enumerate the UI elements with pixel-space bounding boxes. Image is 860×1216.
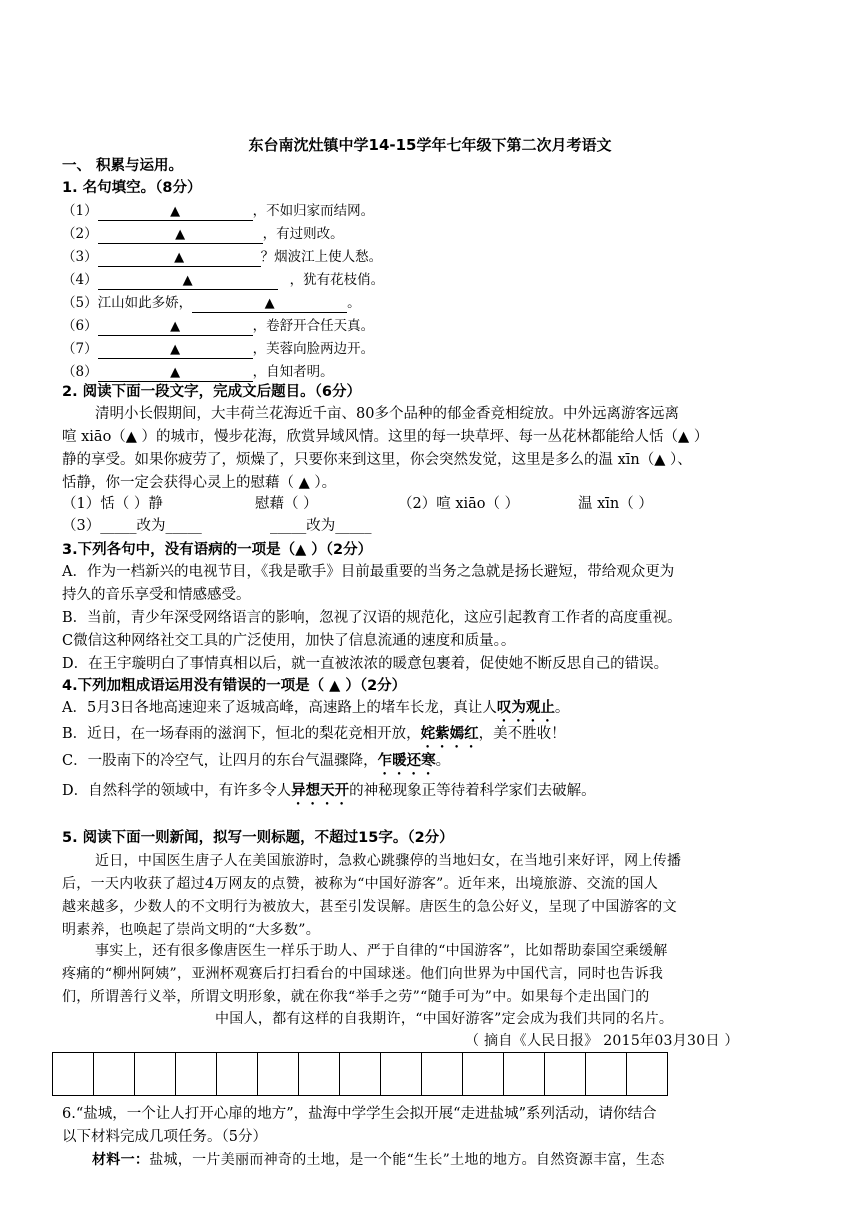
q4-option-c: C．一股南下的冷空气，让四月的东台气温骤降，乍暖还寒。 bbox=[62, 752, 451, 769]
q5-news-line: 们，所谓善行义举，所谓文明形象，就在你我“举手之劳”“随手可为”中。如果每个走出国门的 bbox=[62, 989, 650, 1005]
q4-option-d: D．自然科学的领域中，有许多令人异想天开的神秘现象正等待着科学家们去破解。 bbox=[62, 782, 596, 799]
q3-heading: 3.下列各句中，没有语病的一项是（▲ ）（2分） bbox=[62, 542, 373, 558]
answer-cell[interactable] bbox=[298, 1052, 340, 1096]
q1-item: （4） ▲ ，犹有花枝俏。 bbox=[62, 272, 385, 288]
q2-sub2a: （3）_____改为_____ bbox=[62, 518, 202, 534]
fill-blank[interactable] bbox=[192, 295, 347, 313]
fill-blank[interactable] bbox=[98, 272, 278, 290]
answer-cell[interactable] bbox=[52, 1052, 94, 1096]
answer-cell[interactable] bbox=[462, 1052, 504, 1096]
triangle-icon: ▲ bbox=[264, 296, 275, 311]
q3-option-a-cont: 持久的音乐享受和情感感受。 bbox=[62, 587, 251, 603]
q5-news-line: 后，一天内收获了超过4万网友的点赞，被称为“中国好游客”。近年来，出境旅游、交流的国人 bbox=[62, 876, 659, 892]
answer-cell[interactable] bbox=[134, 1052, 176, 1096]
q4-idiom: 乍暖还寒 bbox=[377, 752, 436, 769]
answer-cell[interactable] bbox=[257, 1052, 299, 1096]
triangle-icon: ▲ bbox=[174, 250, 185, 265]
answer-grid[interactable] bbox=[53, 1052, 668, 1096]
q1-item: （3） ▲ ？烟波江上使人愁。 bbox=[62, 249, 383, 265]
answer-cell[interactable] bbox=[626, 1052, 668, 1096]
answer-cell[interactable] bbox=[380, 1052, 422, 1096]
triangle-icon: ▲ bbox=[182, 273, 193, 288]
q2-passage-line: 喧 xiāo（▲ ）的城市，慢步花海，欣赏异域风情。这里的每一块草坪、每一丛花林都能给人恬（▲ ） bbox=[62, 429, 709, 445]
q4-heading: 4.下列加粗成语运用没有错误的一项是（ ▲ ）（2分） bbox=[62, 678, 407, 694]
section-heading: 一、 积累与运用。 bbox=[62, 158, 184, 174]
q5-source: （ 摘自《人民日报》 2015年03月30日 ） bbox=[465, 1033, 739, 1049]
triangle-icon: ▲ bbox=[170, 204, 181, 219]
q1-item: （5）江山如此多娇， ▲ 。 bbox=[62, 295, 361, 311]
fill-blank[interactable] bbox=[98, 318, 253, 336]
q2-sub1d: 温 xīn（ ） bbox=[578, 496, 653, 512]
q2-sub1a: （1）恬（ ）静 bbox=[62, 496, 163, 512]
q6-material: 材料一：盐城，一片美丽而神奇的土地，是一个能“生长”土地的地方。自然资源丰富，生态 bbox=[92, 1152, 665, 1168]
triangle-icon: ▲ bbox=[170, 319, 181, 334]
q2-passage-line: 静的享受。如果你疲劳了，烦燥了，只要你来到这里，你会突然发觉，这里是多么的温 xīn（▲ ）、 bbox=[62, 452, 692, 468]
q1-item: （8） ▲ ，自知者明。 bbox=[62, 364, 334, 380]
q2-passage-line: 清明小长假期间，大丰荷兰花海近千亩、80多个品种的郁金香竞相绽放。中外远离游客远离 bbox=[95, 406, 679, 422]
q4-idiom: 异想天开 bbox=[291, 782, 350, 799]
fill-blank[interactable] bbox=[98, 203, 253, 221]
triangle-icon: ▲ bbox=[175, 227, 186, 242]
q2-sub1c: （2）喧 xiāo（ ） bbox=[398, 496, 520, 512]
answer-cell[interactable] bbox=[503, 1052, 545, 1096]
q2-heading: 2. 阅读下面一段文字，完成文后题目。（6分） bbox=[62, 384, 361, 400]
q2-sub2b: _____改为_____ bbox=[270, 518, 372, 534]
answer-cell[interactable] bbox=[175, 1052, 217, 1096]
q4-idiom: 叹为观止 bbox=[496, 699, 555, 716]
answer-cell[interactable] bbox=[585, 1052, 627, 1096]
q5-heading: 5. 阅读下面一则新闻，拟写一则标题，不超过15字。（2分） bbox=[62, 830, 454, 846]
answer-cell[interactable] bbox=[421, 1052, 463, 1096]
answer-cell[interactable] bbox=[339, 1052, 381, 1096]
fill-blank[interactable] bbox=[98, 364, 253, 382]
q3-option-a: A．作为一档新兴的电视节目，《我是歌手》目前最重要的当务之急就是扬长避短，带给观众更为 bbox=[62, 564, 675, 580]
q4-option-a: A．5月3日各地高速迎来了返城高峰，高速路上的堵车长龙，真让人叹为观止。 bbox=[62, 699, 570, 716]
answer-cell[interactable] bbox=[216, 1052, 258, 1096]
q6-prompt-cont: 以下材料完成几项任务。（5分） bbox=[62, 1129, 267, 1145]
q5-news-line: 近日，中国医生唐子人在美国旅游时，急救心跳骤停的当地妇女，在当地引来好评，网上传播 bbox=[95, 853, 682, 869]
page-title: 东台南沈灶镇中学14-15学年七年级下第二次月考语文 bbox=[248, 136, 612, 154]
fill-blank[interactable] bbox=[98, 226, 263, 244]
triangle-icon: ▲ bbox=[170, 342, 181, 357]
q2-passage-line: 恬静，你一定会获得心灵上的慰藉（ ▲ ）。 bbox=[62, 475, 337, 491]
material-label: 材料一： bbox=[92, 1152, 150, 1168]
answer-cell[interactable] bbox=[544, 1052, 586, 1096]
q1-item: （7） ▲ ，芙蓉向脸两边开。 bbox=[62, 341, 375, 357]
q6-prompt: 6.“盐城，一个让人打开心扉的地方”，盐海中学学生会拟开展“走进盐城”系列活动，请你结合 bbox=[62, 1106, 657, 1122]
q1-item: （2） ▲ ，有过则改。 bbox=[62, 226, 344, 242]
answer-cell[interactable] bbox=[93, 1052, 135, 1096]
triangle-icon: ▲ bbox=[170, 365, 181, 380]
q1-item: （1） ▲ ，不如归家而结网。 bbox=[62, 203, 375, 219]
q1-item: （6） ▲ ，卷舒开合任天真。 bbox=[62, 318, 375, 334]
q3-option-b: B．当前，青少年深受网络语言的影响，忽视了汉语的规范化，这应引起教育工作者的高度重视。 bbox=[62, 610, 682, 626]
fill-blank[interactable] bbox=[98, 249, 261, 267]
q3-option-d: D．在王宇璇明白了事情真相以后，就一直被浓浓的暖意包裹着，促使她不断反思自己的错误。 bbox=[62, 656, 669, 672]
q5-news-line: 事实上，还有很多像唐医生一样乐于助人、严于自律的“中国游客”，比如帮助泰国空乘缓解 bbox=[95, 943, 668, 959]
q1-heading: 1. 名句填空。（8分） bbox=[62, 180, 202, 196]
q5-news-line: 越来越多，少数人的不文明行为被放大，甚至引发误解。唐医生的急公好义，呈现了中国游客的文 bbox=[62, 899, 677, 915]
q5-news-line: 中国人，都有这样的自我期许，“中国好游客”定会成为我们共同的名片。 bbox=[215, 1011, 674, 1027]
q5-news-line: 明素养，也唤起了崇尚文明的“大多数”。 bbox=[62, 922, 321, 938]
q2-sub1b: 慰藉（ ） bbox=[255, 496, 318, 512]
fill-blank[interactable] bbox=[98, 341, 253, 359]
q5-news-line: 疼痛的“柳州阿姨”，亚洲杯观赛后打扫看台的中国球迷。他们向世界为中国代言，同时也告诉我 bbox=[62, 966, 664, 982]
q3-option-c: C微信这种网络社交工具的广泛使用，加快了信息流通的速度和质量。。 bbox=[62, 633, 516, 649]
q4-option-b: B．近日，在一场春雨的滋润下，恒北的梨花竞相开放，姹紫嫣红，美不胜收！ bbox=[62, 725, 566, 742]
q4-idiom: 姹紫嫣红 bbox=[420, 725, 479, 742]
